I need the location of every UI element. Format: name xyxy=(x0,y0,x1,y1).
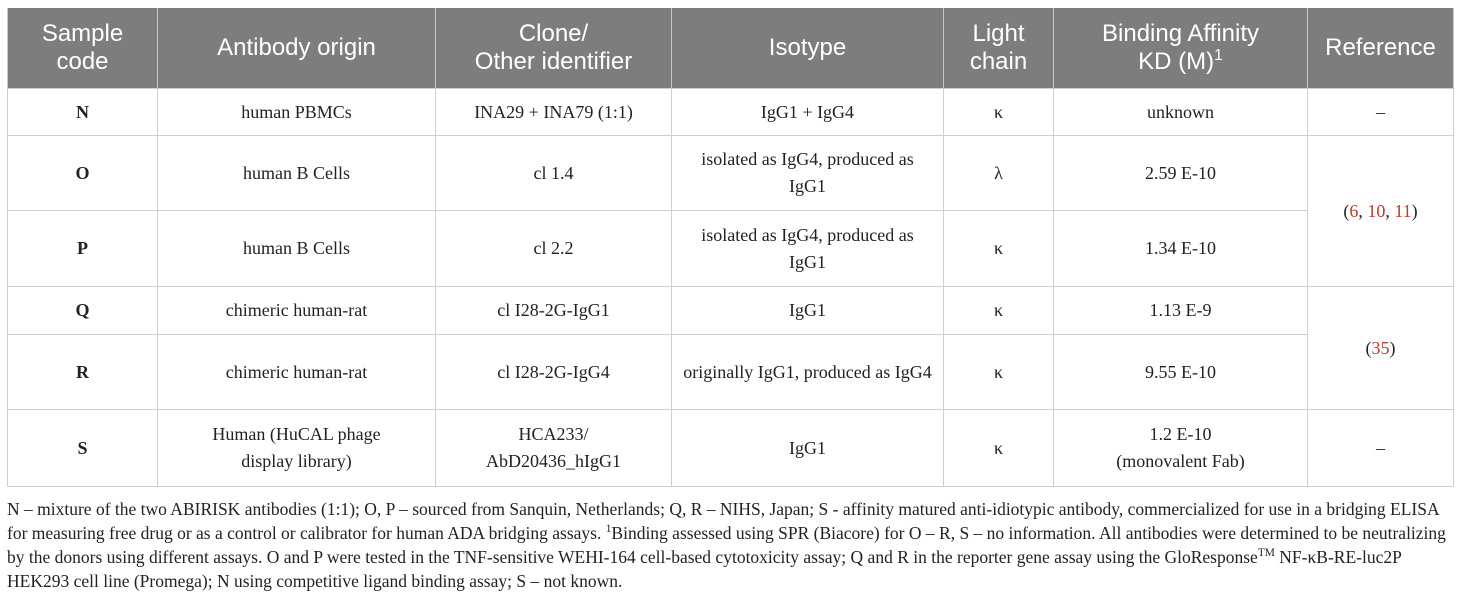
affinity-cell: 2.59 E-10 xyxy=(1054,136,1308,211)
affinity-cell: 1.34 E-10 xyxy=(1054,211,1308,287)
isotype-cell: IgG1 xyxy=(672,287,944,335)
clone-cell: cl 1.4 xyxy=(436,136,672,211)
isotype-cell: IgG1 + IgG4 xyxy=(672,89,944,136)
light-chain-cell: κ xyxy=(944,335,1054,410)
clone-cell: cl I28-2G-IgG4 xyxy=(436,335,672,410)
reference-cell: (6, 10, 11) xyxy=(1308,136,1454,287)
isotype-cell: originally IgG1, produced as IgG4 xyxy=(672,335,944,410)
origin-cell: human B Cells xyxy=(158,136,436,211)
affinity-cell: 9.55 E-10 xyxy=(1054,335,1308,410)
light-chain-cell: κ xyxy=(944,89,1054,136)
affinity-cell: 1.2 E-10 (monovalent Fab) xyxy=(1054,410,1308,487)
origin-cell: chimeric human-rat xyxy=(158,287,436,335)
origin-cell: Human (HuCAL phage display library) xyxy=(158,410,436,487)
light-chain-cell: κ xyxy=(944,410,1054,487)
header-clone: Clone/ Other identifier xyxy=(436,8,672,89)
isotype-cell: isolated as IgG4, produced as IgG1 xyxy=(672,211,944,287)
sample-code-cell: N xyxy=(8,89,158,136)
sample-code-cell: P xyxy=(8,211,158,287)
light-chain-cell: κ xyxy=(944,211,1054,287)
clone-cell: cl 2.2 xyxy=(436,211,672,287)
affinity-cell: unknown xyxy=(1054,89,1308,136)
header-reference: Reference xyxy=(1308,8,1454,89)
sample-code-cell: O xyxy=(8,136,158,211)
table-row xyxy=(8,335,1454,410)
origin-cell: human PBMCs xyxy=(158,89,436,136)
sample-code-cell: R xyxy=(8,335,158,410)
antibody-table xyxy=(7,8,1454,487)
header-binding-affinity: Binding Affinity KD $(M)^1$ xyxy=(1054,8,1308,89)
header-light-chain: Light chain xyxy=(944,8,1054,89)
origin-cell: human B Cells xyxy=(158,211,436,287)
table-row xyxy=(8,211,1454,287)
reference-cell: (35) xyxy=(1308,287,1454,410)
sample-code-cell: Q xyxy=(8,287,158,335)
footnote-marker: 1 xyxy=(605,523,612,536)
trademark-mark: TM xyxy=(1257,547,1275,560)
clone-cell: cl I28-2G-IgG1 xyxy=(436,287,672,335)
header-row xyxy=(8,8,1454,89)
table-row xyxy=(8,410,1454,487)
table-row xyxy=(8,136,1454,211)
header-sample-code: Sample code xyxy=(8,8,158,89)
reference-link-10[interactable]: 10 xyxy=(1367,200,1386,221)
reference-cell: – xyxy=(1308,410,1454,487)
origin-cell: chimeric human-rat xyxy=(158,335,436,410)
clone-cell: HCA233/ AbD20436_hIgG1 xyxy=(436,410,672,487)
affinity-cell: 1.13 E-9 xyxy=(1054,287,1308,335)
isotype-cell: isolated as IgG4, produced as IgG1 xyxy=(672,136,944,211)
header-antibody-origin: Antibody origin xyxy=(158,8,436,89)
table-footnote: N – mixture of the two ABIRISK antibodies (1:1); O, P – sourced from Sanquin, Netherlands; Q, R – NIHS, Japan; S - affinity matured anti-idiotypic antibody, commercialized for use in a bridging ELISA for measuring free drug or as a control or calibrator for human ADA bridging assays. $^1$Binding assessed using SPR (Biacore) for O – R, S – no information. All antibodies were determined to be neutralizing by the donors using different assays. O and P were tested in the TNF-sensitive WEHI-164 cell-based cytotoxicity assay; Q and R in the reporter gene assay using the GloResponse™ NF-κB-RE-luc2P HEK293 cell line (Promega); N using competitive ligand binding assay; S – not known. xyxy=(7,499,1446,591)
table-row xyxy=(8,287,1454,335)
header-isotype: Isotype xyxy=(672,8,944,89)
light-chain-cell: κ xyxy=(944,287,1054,335)
sample-code-cell: S xyxy=(8,410,158,487)
isotype-cell: IgG1 xyxy=(672,410,944,487)
reference-cell: – xyxy=(1308,89,1454,136)
clone-cell: INA29 + INA79 (1:1) xyxy=(436,89,672,136)
reference-link-6[interactable]: 6 xyxy=(1349,200,1359,221)
table-row xyxy=(8,89,1454,136)
reference-link-35[interactable]: 35 xyxy=(1371,337,1390,358)
reference-link-11[interactable]: 11 xyxy=(1394,200,1412,221)
light-chain-cell: λ xyxy=(944,136,1054,211)
